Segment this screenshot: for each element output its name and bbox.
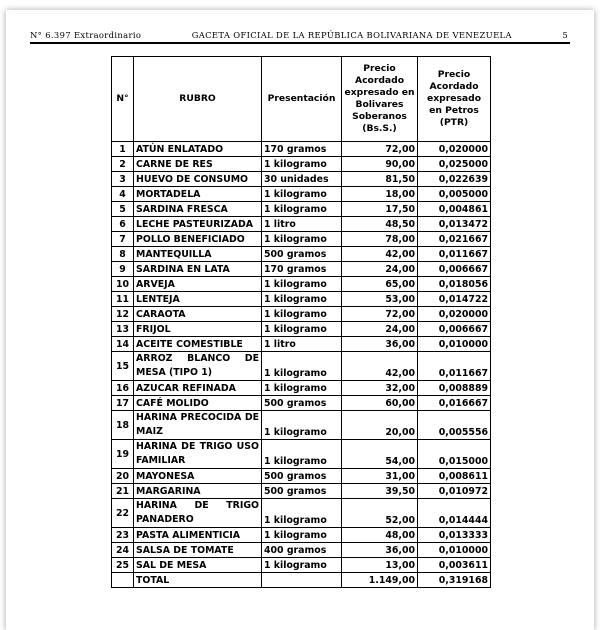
row-presentacion: 500 gramos bbox=[262, 484, 342, 499]
row-rubro: HARINA DE TRIGO USO FAMILIAR bbox=[134, 440, 262, 469]
row-number: 2 bbox=[112, 157, 134, 172]
total-label: TOTAL bbox=[134, 573, 262, 588]
row-number: 19 bbox=[112, 440, 134, 469]
row-precio-bs: 24,00 bbox=[342, 322, 418, 337]
row-number: 5 bbox=[112, 202, 134, 217]
row-presentacion: 1 kilogramo bbox=[262, 381, 342, 396]
row-precio-bs: 20,00 bbox=[342, 411, 418, 440]
row-precio-bs: 32,00 bbox=[342, 381, 418, 396]
col-header-precio-ptr: Precio Acordado expresado en Petros (PTR) bbox=[418, 57, 491, 142]
row-precio-bs: 78,00 bbox=[342, 232, 418, 247]
col-header-precio-bs: Precio Acordado expresado en Bolivares Soberanos (Bs.S.) bbox=[342, 57, 418, 142]
row-rubro: MAYONESA bbox=[134, 469, 262, 484]
row-precio-ptr: 0,013333 bbox=[418, 528, 491, 543]
row-number: 11 bbox=[112, 292, 134, 307]
row-rubro: HUEVO DE CONSUMO bbox=[134, 172, 262, 187]
row-number: 1 bbox=[112, 142, 134, 157]
row-number: 9 bbox=[112, 262, 134, 277]
row-rubro: ACEITE COMESTIBLE bbox=[134, 337, 262, 352]
row-presentacion: 1 litro bbox=[262, 337, 342, 352]
price-table bbox=[111, 56, 491, 588]
row-precio-ptr: 0,008889 bbox=[418, 381, 491, 396]
row-presentacion: 1 kilogramo bbox=[262, 440, 342, 469]
row-precio-ptr: 0,018056 bbox=[418, 277, 491, 292]
row-precio-ptr: 0,011667 bbox=[418, 352, 491, 381]
page-number: 5 bbox=[562, 30, 568, 40]
gazette-header bbox=[30, 30, 568, 40]
publication-title: GACETA OFICIAL DE LA REPÚBLICA BOLIVARIANA DE VENEZUELA bbox=[191, 30, 512, 40]
row-number: 3 bbox=[112, 172, 134, 187]
row-precio-bs: 42,00 bbox=[342, 247, 418, 262]
table-row bbox=[112, 247, 491, 262]
row-presentacion: 1 kilogramo bbox=[262, 202, 342, 217]
row-number: 16 bbox=[112, 381, 134, 396]
row-rubro: FRIJOL bbox=[134, 322, 262, 337]
row-number: 13 bbox=[112, 322, 134, 337]
row-presentacion: 170 gramos bbox=[262, 262, 342, 277]
row-presentacion: 1 kilogramo bbox=[262, 352, 342, 381]
row-number: 10 bbox=[112, 277, 134, 292]
col-header-rubro: RUBRO bbox=[134, 57, 262, 142]
row-precio-ptr: 0,010972 bbox=[418, 484, 491, 499]
row-rubro: AZUCAR REFINADA bbox=[134, 381, 262, 396]
row-precio-bs: 31,00 bbox=[342, 469, 418, 484]
table-row bbox=[112, 396, 491, 411]
row-rubro: SARDINA EN LATA bbox=[134, 262, 262, 277]
total-empty-cell bbox=[262, 573, 342, 588]
table-row bbox=[112, 262, 491, 277]
row-precio-ptr: 0,005000 bbox=[418, 187, 491, 202]
row-rubro: LECHE PASTEURIZADA bbox=[134, 217, 262, 232]
table-row bbox=[112, 543, 491, 558]
row-presentacion: 500 gramos bbox=[262, 469, 342, 484]
row-rubro: SARDINA FRESCA bbox=[134, 202, 262, 217]
table-row bbox=[112, 352, 491, 381]
table-row bbox=[112, 202, 491, 217]
table-row bbox=[112, 187, 491, 202]
row-presentacion: 1 kilogramo bbox=[262, 292, 342, 307]
table-row bbox=[112, 440, 491, 469]
row-rubro: ATÚN ENLATADO bbox=[134, 142, 262, 157]
row-presentacion: 170 gramos bbox=[262, 142, 342, 157]
table-row bbox=[112, 558, 491, 573]
row-precio-ptr: 0,008611 bbox=[418, 469, 491, 484]
row-number: 12 bbox=[112, 307, 134, 322]
row-presentacion: 1 kilogramo bbox=[262, 307, 342, 322]
row-presentacion: 1 kilogramo bbox=[262, 499, 342, 528]
table-row bbox=[112, 411, 491, 440]
row-number: 20 bbox=[112, 469, 134, 484]
row-rubro: ARROZ BLANCO DE MESA (TIPO 1) bbox=[134, 352, 262, 381]
row-number: 17 bbox=[112, 396, 134, 411]
row-precio-bs: 36,00 bbox=[342, 337, 418, 352]
row-rubro: CARNE DE RES bbox=[134, 157, 262, 172]
row-presentacion: 500 gramos bbox=[262, 247, 342, 262]
row-presentacion: 1 litro bbox=[262, 217, 342, 232]
table-row bbox=[112, 381, 491, 396]
table-row bbox=[112, 337, 491, 352]
row-rubro: CAFÉ MOLIDO bbox=[134, 396, 262, 411]
row-rubro: LENTEJA bbox=[134, 292, 262, 307]
row-presentacion: 1 kilogramo bbox=[262, 322, 342, 337]
row-precio-bs: 72,00 bbox=[342, 142, 418, 157]
row-precio-ptr: 0,020000 bbox=[418, 307, 491, 322]
row-precio-ptr: 0,015000 bbox=[418, 440, 491, 469]
row-rubro: MANTEQUILLA bbox=[134, 247, 262, 262]
row-precio-ptr: 0,022639 bbox=[418, 172, 491, 187]
row-precio-ptr: 0,003611 bbox=[418, 558, 491, 573]
table-row bbox=[112, 217, 491, 232]
row-precio-bs: 72,00 bbox=[342, 307, 418, 322]
row-rubro: ARVEJA bbox=[134, 277, 262, 292]
row-precio-bs: 24,00 bbox=[342, 262, 418, 277]
row-precio-ptr: 0,006667 bbox=[418, 262, 491, 277]
total-empty-cell bbox=[112, 573, 134, 588]
row-number: 7 bbox=[112, 232, 134, 247]
total-row bbox=[112, 573, 491, 588]
row-rubro: MORTADELA bbox=[134, 187, 262, 202]
row-precio-bs: 53,00 bbox=[342, 292, 418, 307]
row-precio-bs: 90,00 bbox=[342, 157, 418, 172]
row-precio-ptr: 0,025000 bbox=[418, 157, 491, 172]
row-presentacion: 1 kilogramo bbox=[262, 528, 342, 543]
row-presentacion: 500 gramos bbox=[262, 396, 342, 411]
row-precio-bs: 60,00 bbox=[342, 396, 418, 411]
row-precio-bs: 42,00 bbox=[342, 352, 418, 381]
issue-number: N° 6.397 Extraordinario bbox=[30, 30, 142, 40]
row-precio-ptr: 0,010000 bbox=[418, 337, 491, 352]
row-number: 18 bbox=[112, 411, 134, 440]
row-presentacion: 1 kilogramo bbox=[262, 558, 342, 573]
header-divider bbox=[30, 42, 570, 44]
row-presentacion: 400 gramos bbox=[262, 543, 342, 558]
row-presentacion: 1 kilogramo bbox=[262, 232, 342, 247]
table-row bbox=[112, 528, 491, 543]
table-row bbox=[112, 307, 491, 322]
row-precio-bs: 48,50 bbox=[342, 217, 418, 232]
total-ptr: 0,319168 bbox=[418, 573, 491, 588]
table-row bbox=[112, 322, 491, 337]
row-rubro: SAL DE MESA bbox=[134, 558, 262, 573]
row-precio-ptr: 0,014444 bbox=[418, 499, 491, 528]
row-precio-ptr: 0,016667 bbox=[418, 396, 491, 411]
row-precio-bs: 36,00 bbox=[342, 543, 418, 558]
row-precio-bs: 39,50 bbox=[342, 484, 418, 499]
row-precio-bs: 48,00 bbox=[342, 528, 418, 543]
row-precio-ptr: 0,013472 bbox=[418, 217, 491, 232]
row-presentacion: 1 kilogramo bbox=[262, 277, 342, 292]
row-number: 21 bbox=[112, 484, 134, 499]
row-precio-ptr: 0,004861 bbox=[418, 202, 491, 217]
table-row bbox=[112, 277, 491, 292]
row-number: 8 bbox=[112, 247, 134, 262]
col-header-presentacion: Presentación bbox=[262, 57, 342, 142]
row-presentacion: 30 unidades bbox=[262, 172, 342, 187]
row-number: 6 bbox=[112, 217, 134, 232]
row-precio-ptr: 0,011667 bbox=[418, 247, 491, 262]
table-row bbox=[112, 484, 491, 499]
row-number: 14 bbox=[112, 337, 134, 352]
row-precio-ptr: 0,010000 bbox=[418, 543, 491, 558]
row-rubro: HARINA DE TRIGO PANADERO bbox=[134, 499, 262, 528]
row-presentacion: 1 kilogramo bbox=[262, 157, 342, 172]
row-presentacion: 1 kilogramo bbox=[262, 411, 342, 440]
row-precio-ptr: 0,021667 bbox=[418, 232, 491, 247]
table-row bbox=[112, 499, 491, 528]
row-precio-ptr: 0,005556 bbox=[418, 411, 491, 440]
table-header-row bbox=[112, 57, 491, 142]
row-rubro: PASTA ALIMENTICIA bbox=[134, 528, 262, 543]
row-rubro: CARAOTA bbox=[134, 307, 262, 322]
row-precio-ptr: 0,006667 bbox=[418, 322, 491, 337]
row-number: 24 bbox=[112, 543, 134, 558]
col-header-num: N° bbox=[112, 57, 134, 142]
row-number: 25 bbox=[112, 558, 134, 573]
row-precio-bs: 65,00 bbox=[342, 277, 418, 292]
row-precio-bs: 52,00 bbox=[342, 499, 418, 528]
table-row bbox=[112, 469, 491, 484]
row-rubro: MARGARINA bbox=[134, 484, 262, 499]
row-precio-bs: 54,00 bbox=[342, 440, 418, 469]
row-rubro: POLLO BENEFICIADO bbox=[134, 232, 262, 247]
table-row bbox=[112, 157, 491, 172]
row-rubro: HARINA PRECOCIDA DE MAIZ bbox=[134, 411, 262, 440]
total-bs: 1.149,00 bbox=[342, 573, 418, 588]
row-number: 15 bbox=[112, 352, 134, 381]
row-precio-bs: 18,00 bbox=[342, 187, 418, 202]
table-row bbox=[112, 292, 491, 307]
row-number: 22 bbox=[112, 499, 134, 528]
table-row bbox=[112, 232, 491, 247]
row-number: 23 bbox=[112, 528, 134, 543]
row-precio-ptr: 0,020000 bbox=[418, 142, 491, 157]
table-body bbox=[112, 142, 491, 573]
row-precio-ptr: 0,014722 bbox=[418, 292, 491, 307]
row-precio-bs: 81,50 bbox=[342, 172, 418, 187]
row-precio-bs: 17,50 bbox=[342, 202, 418, 217]
table-row bbox=[112, 142, 491, 157]
row-number: 4 bbox=[112, 187, 134, 202]
row-precio-bs: 13,00 bbox=[342, 558, 418, 573]
row-rubro: SALSA DE TOMATE bbox=[134, 543, 262, 558]
row-presentacion: 1 kilogramo bbox=[262, 187, 342, 202]
table-row bbox=[112, 172, 491, 187]
